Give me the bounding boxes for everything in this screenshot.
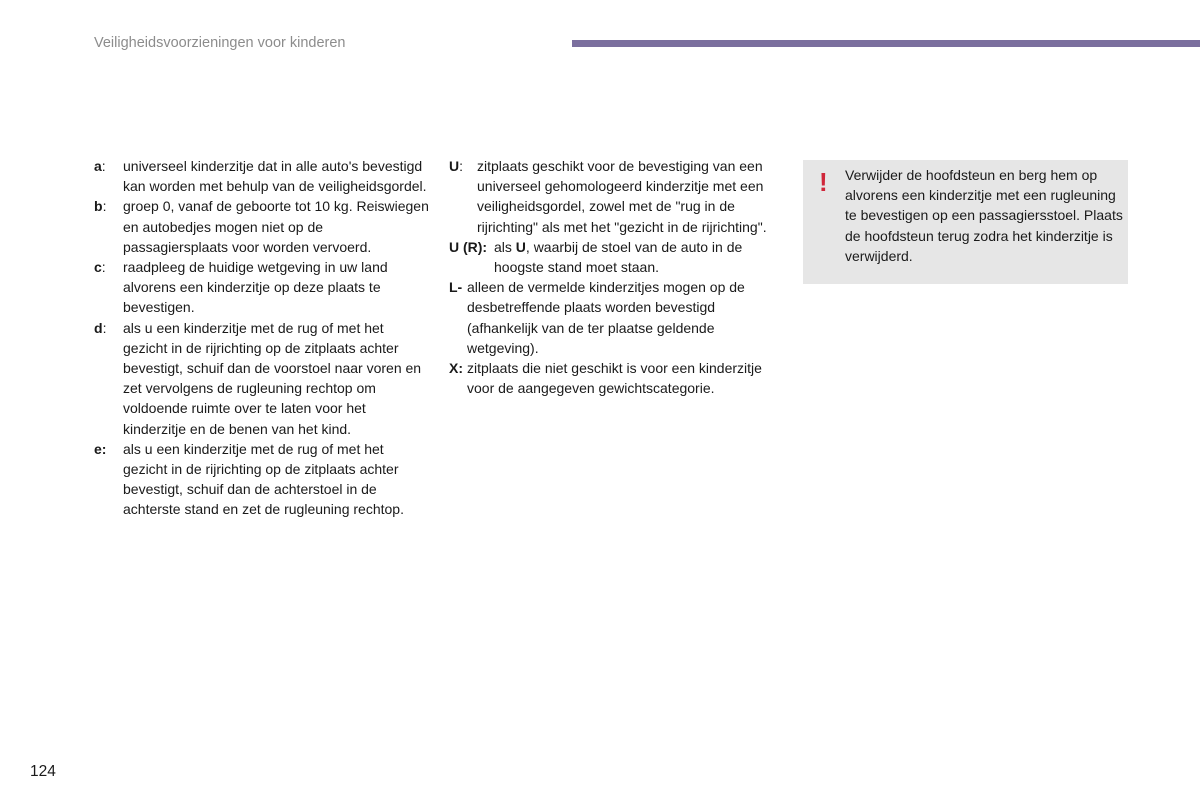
definition-text: zitplaats die niet geschikt is voor een kinderzitje voor de aangegeven gewichtscategorie. — [467, 360, 762, 397]
definition-key: e: — [94, 440, 107, 457]
definition-c — [94, 257, 429, 318]
definition-x — [449, 358, 784, 398]
definition-text: als U, waarbij de stoel van de auto in de hoogste stand moet staan. — [494, 238, 743, 276]
definition-text: raadpleeg de huidige wetgeving in uw land alvorens een kinderzitje op deze plaats te bevestigen. — [123, 259, 388, 316]
warning-text: Verwijder de hoofdsteun en berg hem op alvorens een kinderzitje met een rugleuning te bevestigen op een passagiersstoel. Plaats de hoofdsteun terug zodra het kinderzitje is verwijderd. — [845, 167, 1123, 264]
section-title: Veiligheidsvoorzieningen voor kinderen — [94, 35, 346, 51]
definition-text: als u een kinderzitje met de rug of met het gezicht in de rijrichting op de zitplaats achter bevestigt, schuif dan de voorstoel naar voren en zet vervolgens de rugleuning rechtop om voldoende ruimte over te laten voor het kinderzitje en de benen van het kind. — [123, 319, 422, 437]
definition-text: alleen de vermelde kinderzitjes mogen op de desbetreffende plaats worden bevestigd (afhankelijk van de ter plaatse geldende wetgeving). — [467, 279, 745, 356]
definition-text: groep 0, vanaf de geboorte tot 10 kg. Reiswiegen en autobedjes mogen niet op de passagiersplaats voor worden vervoerd. — [123, 198, 429, 255]
exclamation-icon: ! — [819, 167, 828, 197]
definition-key: U (R): — [449, 238, 488, 255]
definition-d — [94, 318, 429, 439]
definition-key: d: — [94, 319, 107, 336]
warning-box — [803, 160, 1128, 284]
definition-key: X: — [449, 360, 463, 377]
definition-b — [94, 196, 429, 257]
definition-key: L- — [449, 279, 463, 296]
definition-text: universeel kinderzitje dat in alle auto's bevestigd kan worden met behulp van de veiligheidsgordel. — [123, 158, 427, 195]
definition-key: b: — [94, 198, 107, 215]
definition-text: zitplaats geschikt voor de bevestiging van een universeel gehomologeerd kinderzitje met een veiligheidsgordel, zowel met de "rug in de rijrichting" als met het "gezicht in de rijrichting". — [477, 158, 767, 235]
definition-e — [94, 439, 429, 520]
definition-u-r — [449, 237, 784, 277]
definition-key: a: — [94, 158, 106, 174]
header-accent-bar — [572, 40, 1200, 47]
definition-l — [449, 277, 784, 358]
definition-text: als u een kinderzitje met de rug of met het gezicht in de rijrichting op de zitplaats achter bevestigt, schuif dan de achterstoel in de achterste stand en zet de rugleuning rechtop. — [123, 440, 404, 518]
page-number: 124 — [30, 763, 56, 780]
definitions-column-middle — [449, 156, 784, 398]
definition-key: c: — [94, 259, 106, 276]
definition-a — [94, 156, 429, 196]
definition-key: U: — [449, 158, 464, 174]
definition-u — [449, 156, 784, 237]
definitions-column-left — [94, 156, 429, 520]
